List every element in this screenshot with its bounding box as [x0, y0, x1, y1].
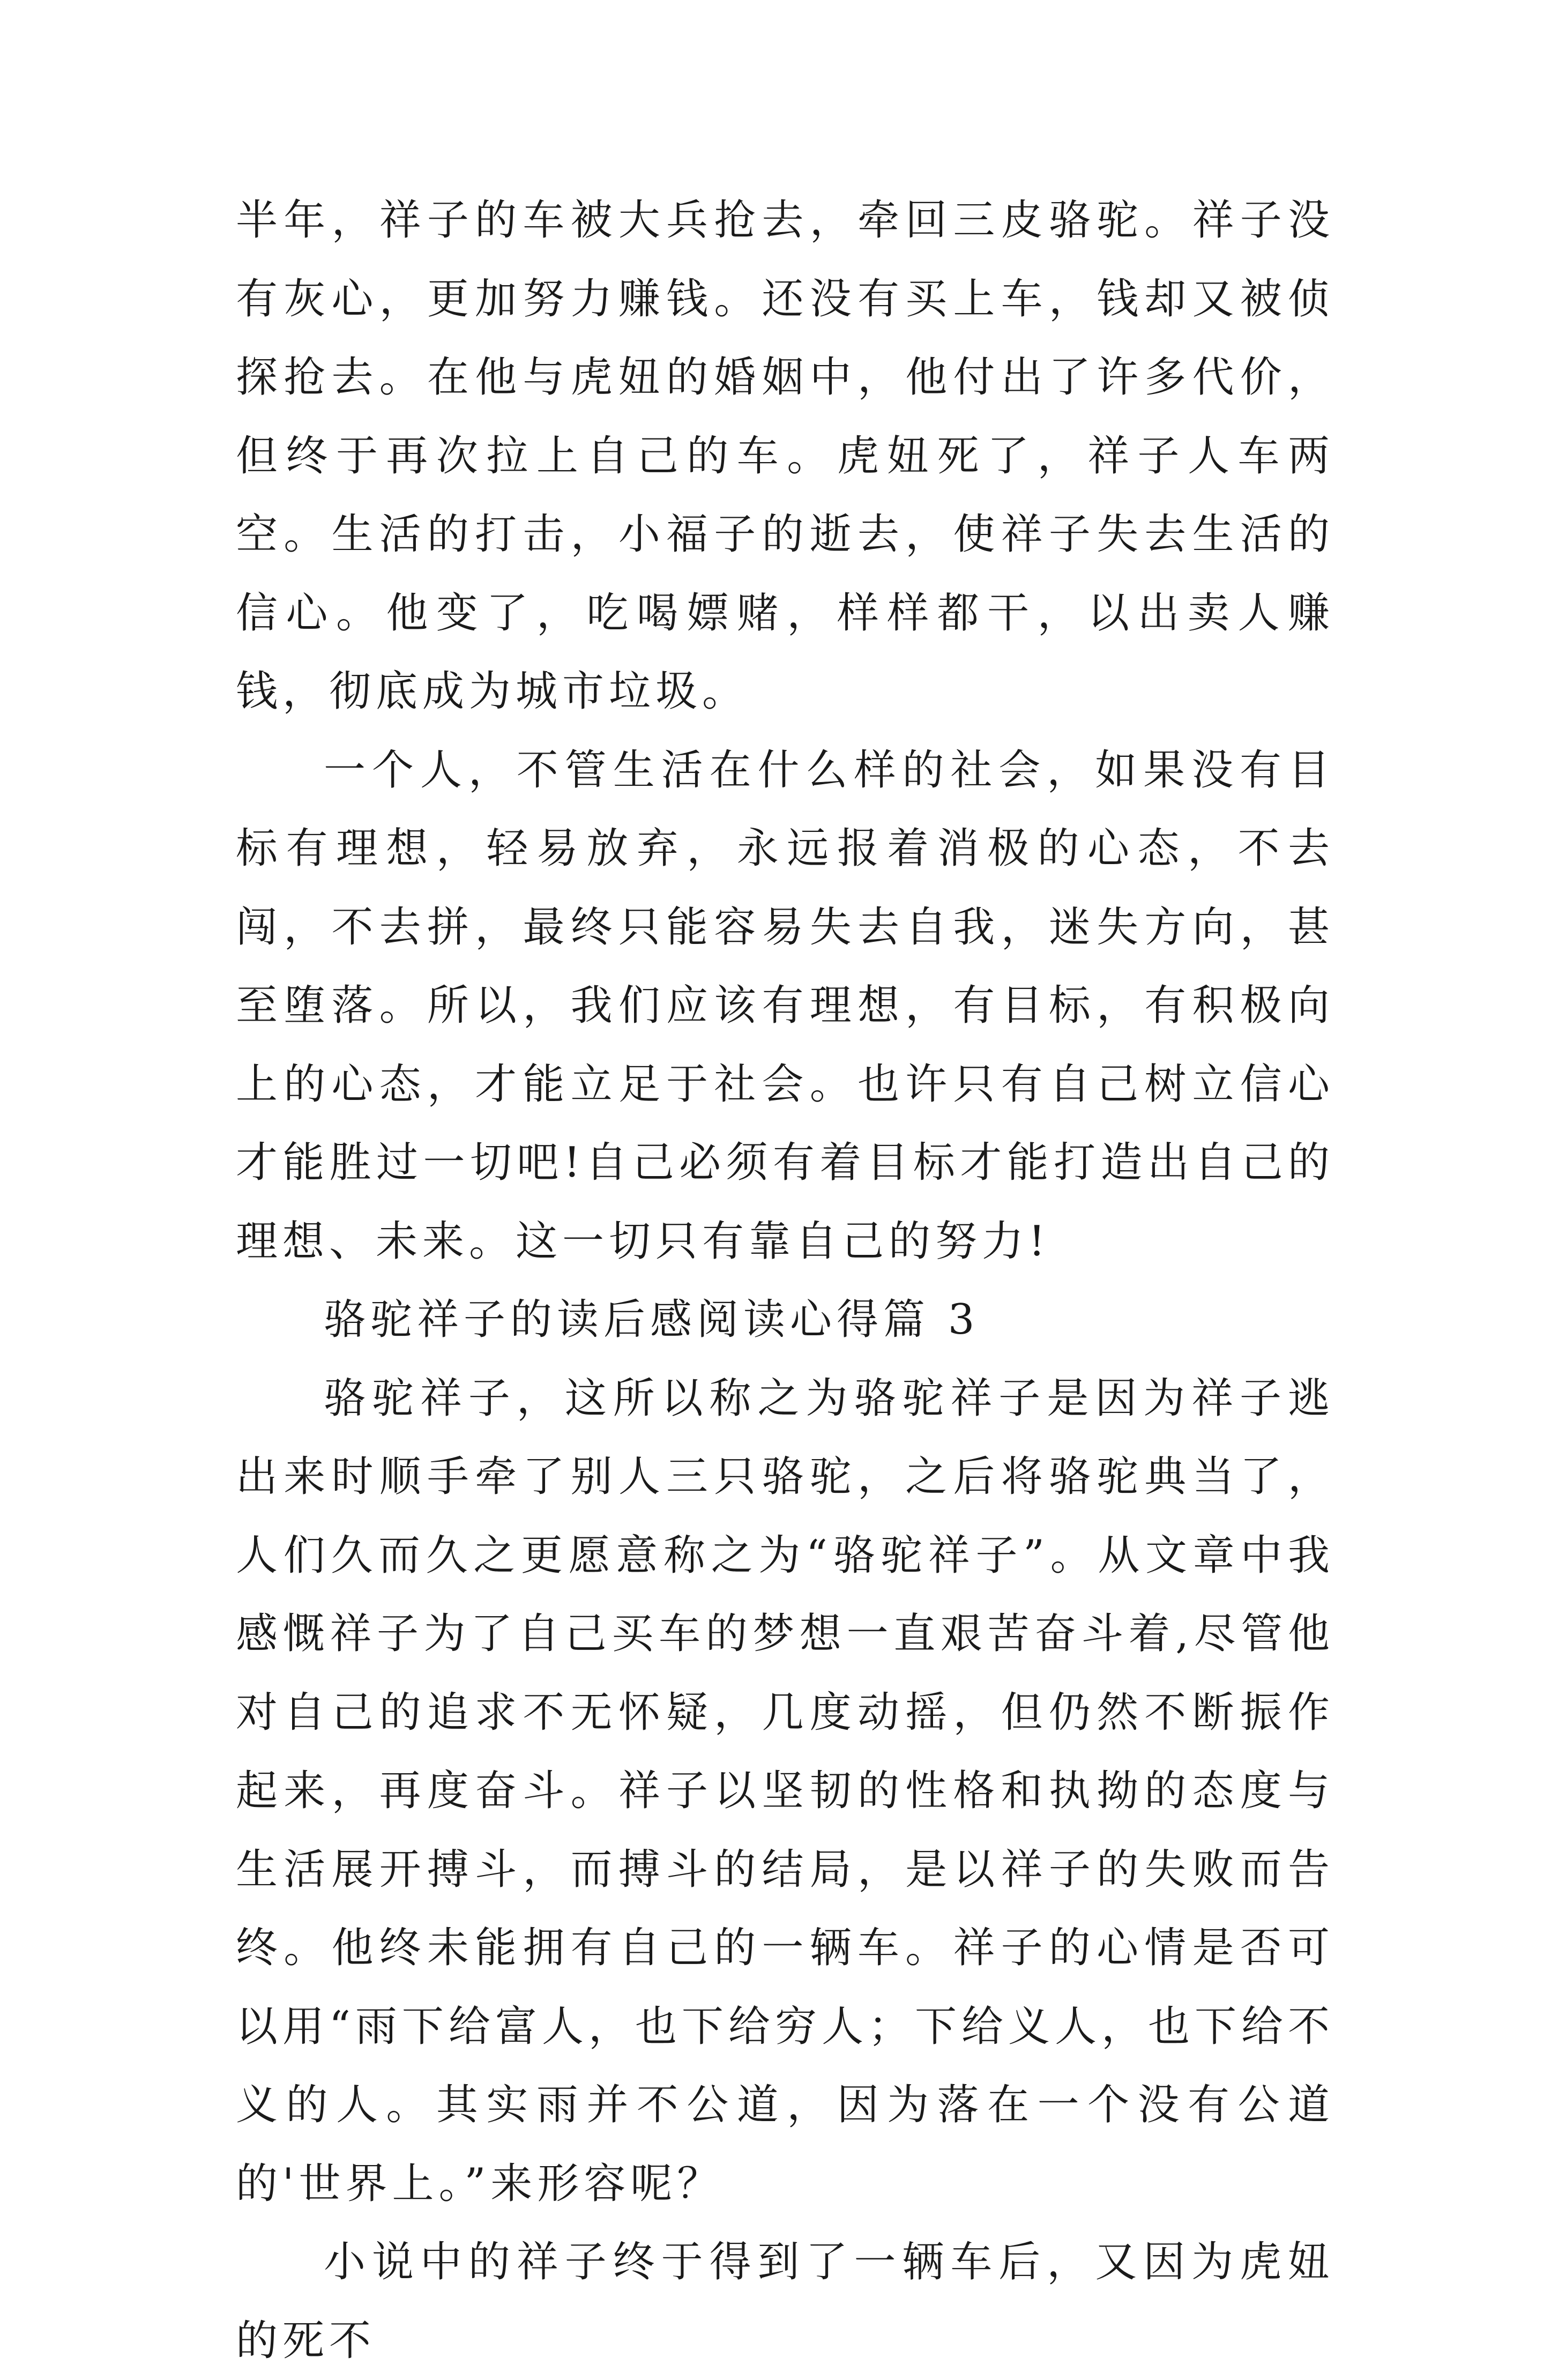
document-body — [236, 181, 1334, 2380]
paragraph-4: 小说中的祥子终于得到了一辆车后，又因为虎妞的死不 — [236, 2238, 1334, 2365]
paragraph-2: 一个人，不管生活在什么样的社会，如果没有目标有理想，轻易放弃，永远报着消极的心态，不去闯，不去拼，最终只能容易失去自我，迷失方向，甚至堕落。所以，我们应该有理想，有目标，有积极向上的心态，才能立足于社会。也许只有自己树立信心才能胜过一切吧!自己必须有着目标才能打造出自己的理想、未来。这一切只有靠自己的努力! — [236, 746, 1334, 1266]
paragraph-1: 半年，祥子的车被大兵抢去，牵回三皮骆驼。祥子没有灰心，更加努力赚钱。还没有买上车，钱却又被侦探抢去。在他与虎妞的婚姻中，他付出了许多代价，但终于再次拉上自己的车。虎妞死了，祥子人车两空。生活的打击，小福子的逝去，使祥子失去生活的信心。他变了，吃喝嫖赌，样样都干，以出卖人赚钱，彻底成为城市垃圾。 — [236, 196, 1334, 716]
paragraph-3: 骆驼祥子，这所以称之为骆驼祥子是因为祥子逃出来时顺手牵了别人三只骆驼，之后将骆驼典当了，人们久而久之更愿意称之为“骆驼祥子”。从文章中我感慨祥子为了自己买车的梦想一直艰苦奋斗着,尽管他对自己的追求不无怀疑，几度动摇，但仍然不断振作起来，再度奋斗。祥子以坚韧的性格和执拗的态度与生活展开搏斗，而搏斗的结局，是以祥子的失败而告终。他终未能拥有自己的一辆车。祥子的心情是否可以用“雨下给富人，也下给穷人；下给义人，也下给不义的人。其实雨并不公道，因为落在一个没有公道的'世界上。”来形容呢？ — [236, 1374, 1334, 2208]
section-heading: 骆驼祥子的读后感阅读心得篇 3 — [324, 1296, 980, 1344]
